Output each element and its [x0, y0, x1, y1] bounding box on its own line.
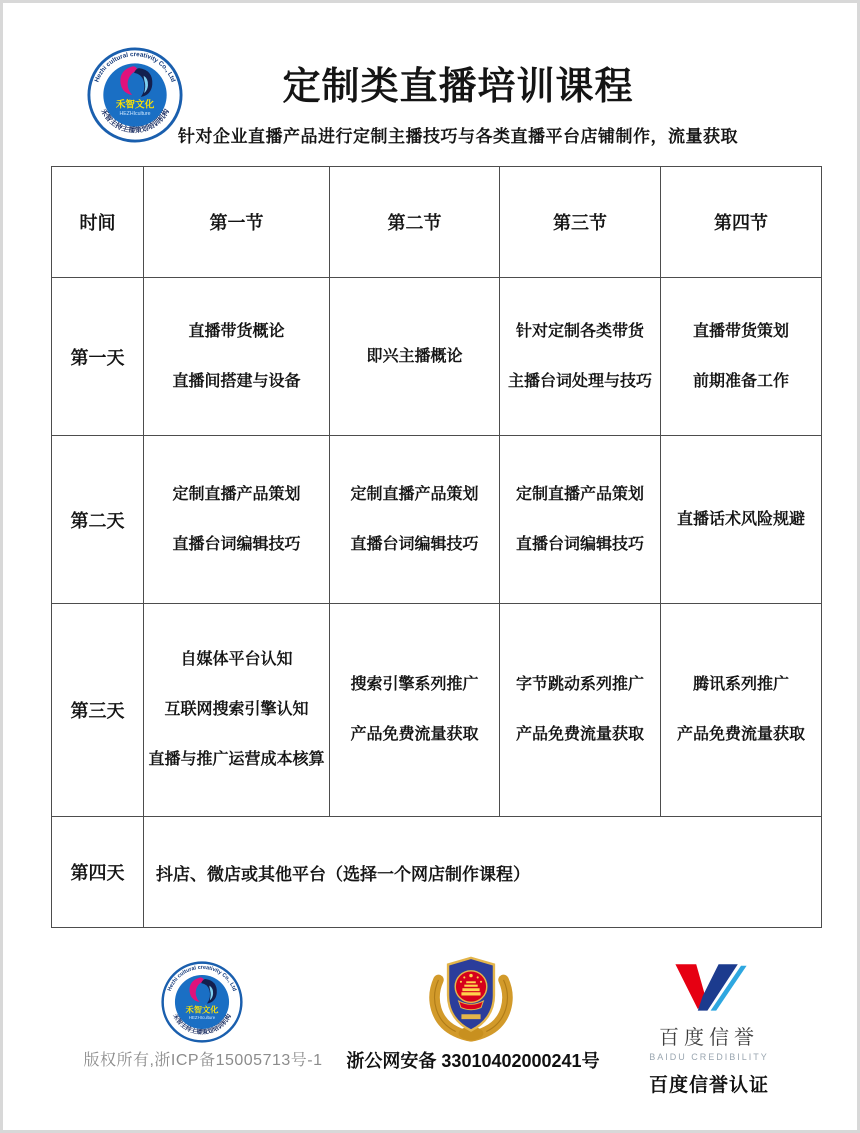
cell-line: 产品免费流量获取 [676, 726, 805, 743]
page-subtitle: 针对企业直播产品进行定制主播技巧与各类直播平台店铺制作，流量获取 [178, 127, 738, 146]
table-cell [330, 436, 500, 604]
police-filing-text: 浙公网安备 33010402000241号 [346, 1051, 600, 1071]
cell-line: 直播话术风险规避 [676, 510, 805, 528]
table-cell [661, 436, 822, 604]
table-row [52, 604, 822, 817]
table-row [52, 278, 822, 436]
baidu-title-cn: 百度信誉 [659, 1027, 759, 1049]
table-cell [500, 278, 661, 436]
cell-line: 直播带货策划 [692, 322, 789, 340]
table-cell [661, 604, 822, 817]
cell-line: 字节跳动系列推广 [515, 676, 644, 693]
column-header: 第一节 [144, 167, 330, 278]
table-row [52, 436, 822, 604]
cell-line: 搜索引擎系列推广 [350, 676, 479, 693]
cell-line: 直播台词编辑技巧 [172, 535, 301, 553]
cell-line: 即兴主播概论 [366, 347, 463, 365]
baidu-cert-label: 百度信誉认证 [648, 1075, 769, 1096]
copyright-text: 版权所有,浙ICP备15005713号-1 [83, 1052, 323, 1069]
cell-line: 直播带货概论 [188, 322, 285, 340]
table-cell [500, 436, 661, 604]
table-cell-merged: 抖店、微店或其他平台（选择一个网店制作课程） [144, 817, 822, 928]
column-header: 第二节 [330, 167, 500, 278]
header [59, 55, 857, 147]
table-cell [144, 604, 330, 817]
page-title: 定制类直播培训课程 [282, 66, 634, 108]
cell-line: 针对定制各类带货 [515, 322, 644, 340]
cell-line: 定制直播产品策划 [172, 485, 301, 503]
cell-line: 腾讯系列推广 [692, 676, 789, 693]
cell-line: 主播台词处理与技巧 [507, 372, 652, 390]
table-cell [144, 436, 330, 604]
column-header: 第四节 [661, 167, 822, 278]
cell-line: 产品免费流量获取 [350, 726, 479, 743]
column-header: 时间 [52, 167, 144, 278]
cell-line: 定制直播产品策划 [515, 485, 644, 503]
hezhi-company-logo-footer [161, 961, 243, 1043]
table-body [52, 278, 822, 928]
row-label: 第三天 [52, 604, 144, 817]
cell-line: 互联网搜索引擎认知 [164, 701, 309, 718]
cell-line: 直播与推广运营成本核算 [148, 751, 325, 768]
cell-line: 前期准备工作 [692, 372, 789, 390]
police-badge-icon [421, 955, 521, 1043]
cell-line: 产品免费流量获取 [515, 726, 644, 743]
row-label: 第二天 [52, 436, 144, 604]
table-cell [661, 278, 822, 436]
cell-line: 直播台词编辑技巧 [515, 535, 644, 553]
column-header: 第三节 [500, 167, 661, 278]
baidu-title-en: BAIDU CREDIBILITY [649, 1052, 769, 1062]
course-table [51, 166, 822, 928]
baidu-credibility-block [609, 961, 809, 1097]
cell-line: 直播台词编辑技巧 [350, 535, 479, 553]
cell-line: 定制直播产品策划 [350, 485, 479, 503]
cell-line: 直播间搭建与设备 [172, 372, 301, 390]
table-header-row [52, 167, 822, 278]
table-cell [330, 604, 500, 817]
table-row [52, 817, 822, 928]
table-cell [330, 278, 500, 436]
row-label: 第一天 [52, 278, 144, 436]
table-cell [144, 278, 330, 436]
cell-line: 自媒体平台认知 [180, 651, 293, 668]
table-cell [500, 604, 661, 817]
row-label: 第四天 [52, 817, 144, 928]
baidu-credibility-icon [667, 961, 751, 1017]
